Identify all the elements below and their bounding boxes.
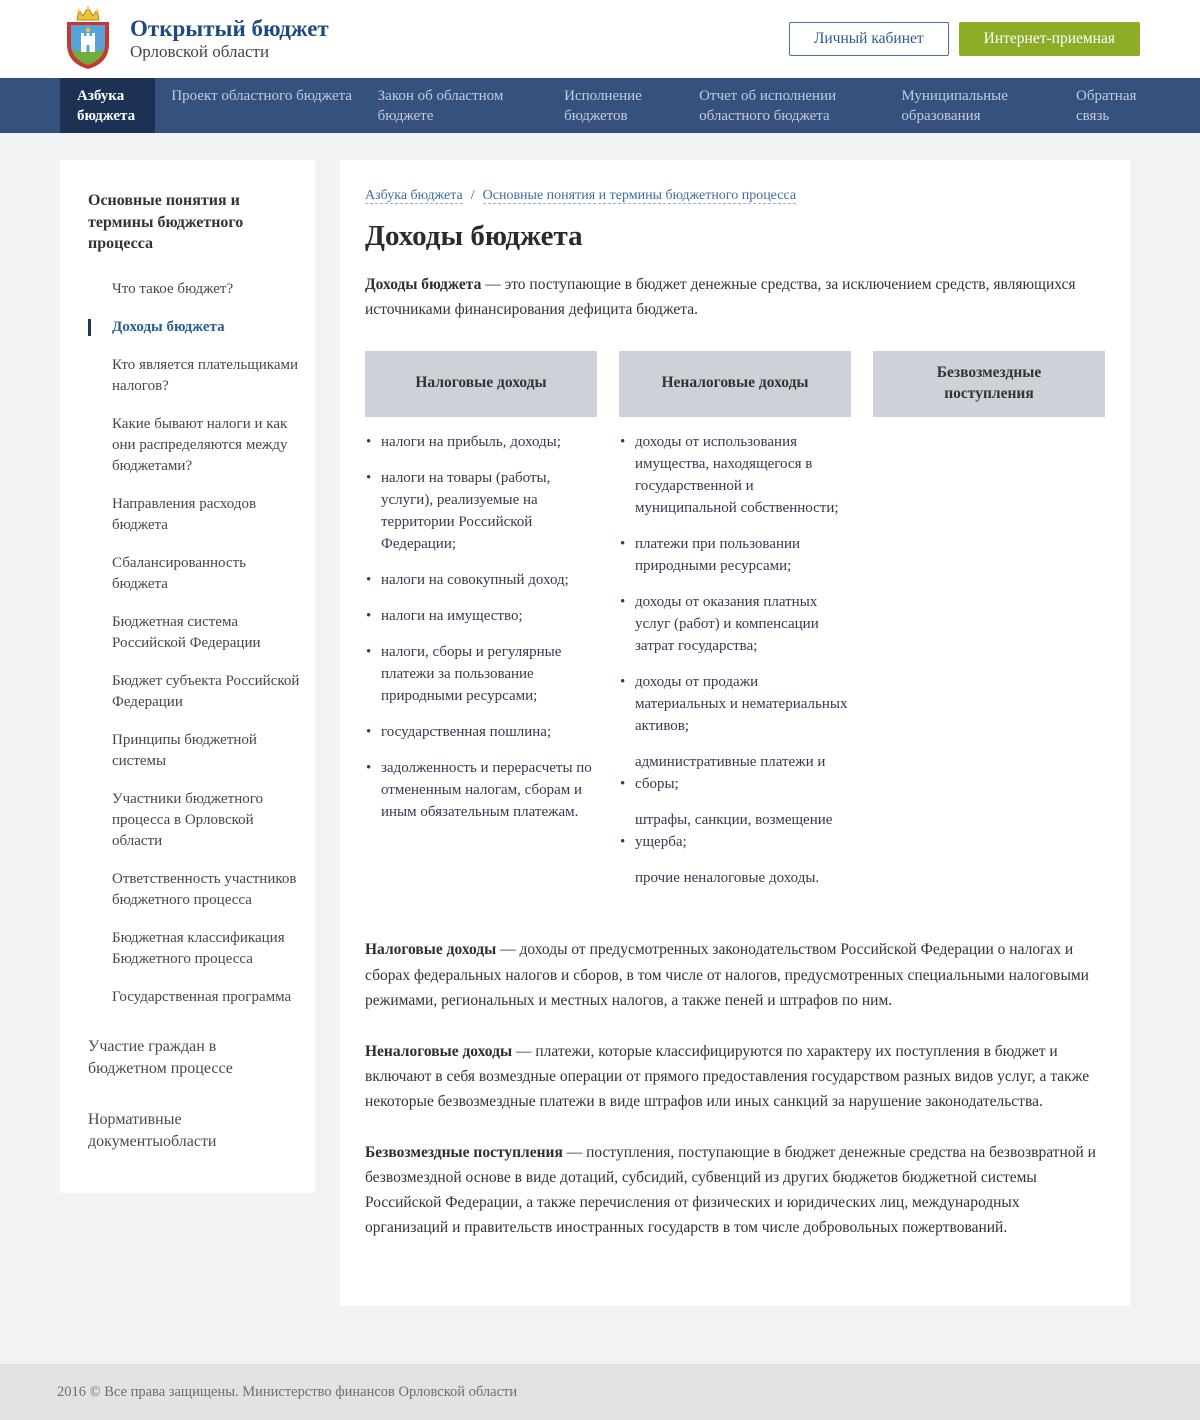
page-title: Доходы бюджета [365,220,583,252]
sidebar-item-kakie-byvayut-nalogi[interactable]: Какие бывают налоги и как они распределяются между бюджетами? [112,415,288,474]
personal-cabinet-button[interactable]: Личный кабинет [789,22,949,56]
main-nav [0,78,1200,133]
nontax-list-item: административные платежи и • сборы; [619,751,851,795]
tax-list-item: • налоги, сборы и регулярные платежи за пользование природными ресурсами; [365,641,597,707]
copyright-text: 2016 © Все права защищены. Министерство финансов Орловской области [57,1383,518,1400]
definitions [365,937,1105,1240]
breadcrumb-link-azbuka[interactable]: Азбука бюджета [365,188,463,203]
sidebar-item-gosprogramma[interactable]: Государственная программа [112,988,292,1005]
nav-tab-proekt-byudzheta[interactable]: Проект областного бюджета [171,88,353,104]
sidebar-section-normativnye-dokumenty[interactable]: Нормативные документыобласти [88,1110,217,1150]
nav-tab-municipalnye-obrazovaniya[interactable]: Муниципальные образования [901,88,1008,124]
nontax-list-item: • доходы от оказания платных услуг (работ) и компенсации затрат государства; [619,591,851,657]
column-header-tax: Налоговые доходы [365,351,597,417]
intro-paragraph [365,273,1105,323]
sidebar-item-byudzhet-subekta[interactable]: Бюджет субъекта Российской Федерации [112,672,300,710]
tax-list-item: • государственная пошлина; [365,721,597,743]
definition-tax: Налоговые доходы — доходы от предусмотренных законодательством Российской Федерации о налогах и сборах федеральных налогов и сборов, в том числе от налогов, предусмотренных специальными налоговыми режимами, региональных и местных налогов, а также пеней и штрафов по ним. [365,941,1089,1009]
sidebar-item-klassifikaciya[interactable]: Бюджетная классификация Бюджетного процесса [112,929,285,967]
sidebar-item-otvetstvennost[interactable]: Ответственность участников бюджетного процесса [112,870,297,908]
sidebar-item-dokhody-byudzheta[interactable]: Доходы бюджета [112,317,303,338]
breadcrumb-separator: / [470,188,475,203]
breadcrumb-link-osnovnye-ponyatiya[interactable]: Основные понятия и термины бюджетного процесса [482,188,797,203]
sidebar-item-byudzhetnaya-sistema[interactable]: Бюджетная система Российской Федерации [112,613,261,651]
active-item-marker [88,319,91,336]
nontax-list-item: прочие неналоговые доходы. [635,870,820,887]
sidebar-item-chto-takoe-byudzhet[interactable]: Что такое бюджет? [112,280,234,297]
nontax-list-item: • платежи при пользовании природными ресурсами; [619,533,851,577]
sidebar [60,160,315,1193]
income-columns [365,351,1105,904]
nav-tab-obratnaya-svyaz[interactable]: Обратная связь [1076,88,1137,124]
sidebar-item-platelshchiki-nalogov[interactable]: Кто является плательщиками налогов? [112,356,299,394]
intro-text: — это поступающие в бюджет денежные средства, за исключением средств, являющихся источниками финансирования дефицита бюджета. [365,276,1076,318]
column-header-gratuitous: Безвозмездные поступления [873,351,1105,417]
footer [0,1364,1200,1420]
nontax-list-item: • доходы от использования имущества, находящегося в государственной и муниципальной собственности; [619,431,851,519]
top-header [0,0,1200,78]
tax-list-item: • налоги на товары (работы, услуги), реализуемые на территории Российской Федерации; [365,467,597,555]
sidebar-item-napravleniya-raskhodov[interactable]: Направления расходов бюджета [112,495,257,533]
nav-tab-otchet-ob-ispolnenii[interactable]: Отчет об исполнении областного бюджета [699,88,837,124]
site-subtitle: Орловской области [130,42,270,62]
tax-list-item: • задолженность и перерасчеты по отмененным налогам, сборам и иным обязательным платежам. [365,757,597,823]
column-tax-incomes [365,351,597,904]
nav-tab-ispolnenie-byudzhetov[interactable]: Исполнение бюджетов [564,88,642,124]
nontax-list-item: штрафы, санкции, возмещение • ущерба; [619,809,851,853]
intro-term: Доходы бюджета [365,276,482,293]
main-content [340,160,1130,1306]
column-nontax-incomes [619,351,851,904]
definition-gratuitous: Безвозмездные поступления — поступления, поступающие в бюджет денежные средства на безвозвратной и безвозмездной основе в виде дотаций, субсидий, субвенций из других бюджетов бюджетной системы Российской Федерации, а также перечисления от физических и юридических лиц, международных организаций и правительств иностранных государств в том числе добровольных пожертвований. [365,1144,1096,1237]
page-body [0,133,1200,1364]
tax-list-item: • налоги на прибыль, доходы; [365,431,597,453]
site-title: Открытый бюджет [130,15,329,41]
column-header-nontax: Неналоговые доходы [619,351,851,417]
sidebar-section-title[interactable]: Основные понятия и термины бюджетного процесса [88,192,244,253]
nav-tab-azbuka-budzheta[interactable]: Азбука бюджета [60,78,155,133]
breadcrumb [365,188,1105,204]
internet-reception-button[interactable]: Интернет-приемная [959,22,1140,56]
definition-nontax: Неналоговые доходы — платежи, которые классифицируются по характеру их поступления в бюджет и включают в себя возмездные операции от прямого предоставления государством разных видов услуг, а также некоторые безвозмездные платежи в виде штрафов или иных санкций за нарушение законодательства. [365,1042,1090,1110]
column-gratuitous-receipts [873,351,1105,904]
brand[interactable] [60,5,329,74]
sidebar-section-uchastie-grazhdan[interactable]: Участие граждан в бюджетном процессе [88,1037,233,1078]
tax-list-item: • налоги на совокупный доход; [365,569,597,591]
sidebar-item-principy-sistemy[interactable]: Принципы бюджетной системы [112,731,257,769]
sidebar-item-sbalansirovannost[interactable]: Сбалансированность бюджета [112,554,246,592]
sidebar-item-uchastniki-processa[interactable]: Участники бюджетного процесса в Орловской области [112,790,264,849]
oryol-coat-of-arms-icon [60,5,116,74]
nontax-list-item: • доходы от продажи материальных и нематериальных активов; [619,671,851,737]
nav-tab-zakon-o-byudzhete[interactable]: Закон об областном бюджете [377,88,504,124]
tax-list-item: • налоги на имущество; [365,605,597,627]
